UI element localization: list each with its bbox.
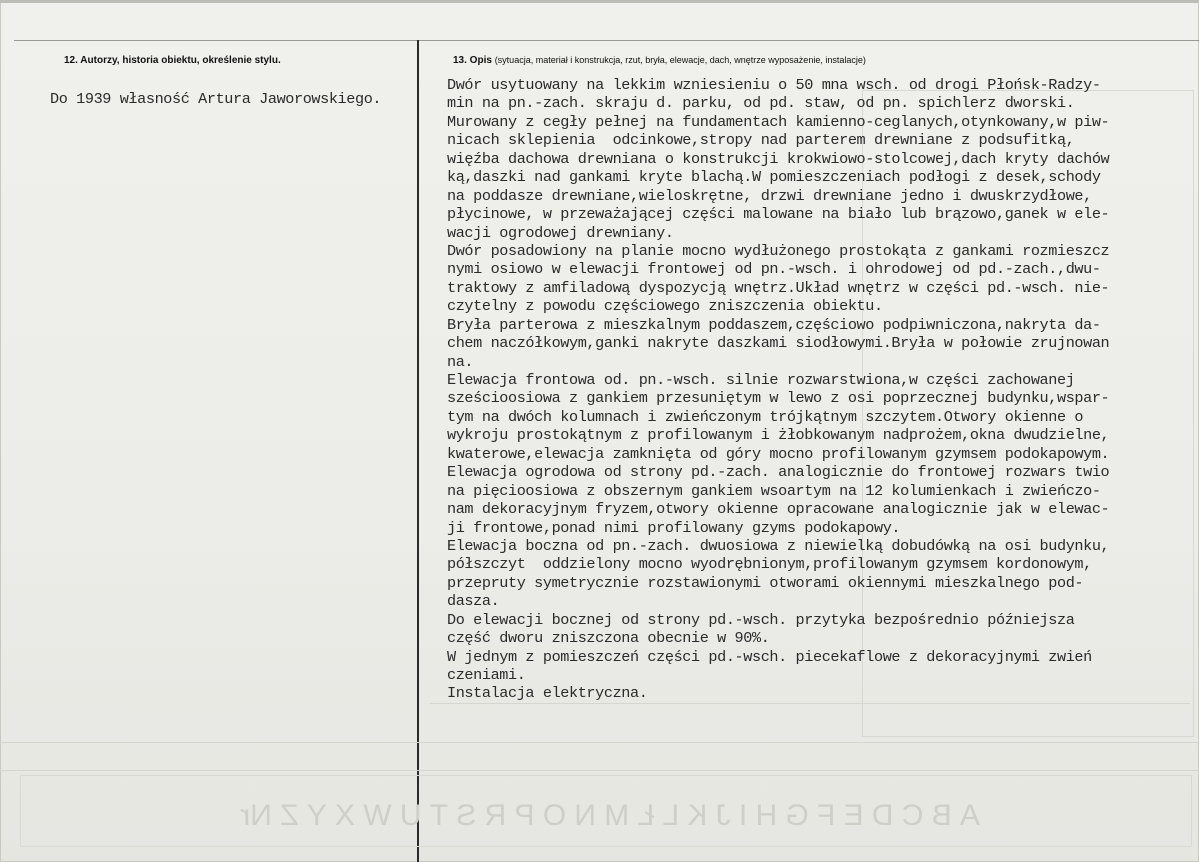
- ghost-alphabet-strip: [240, 798, 980, 834]
- ghost-rule: [0, 742, 1199, 743]
- description-line: W jednym z pomieszczeń części pd.-wsch. piecekaflowe z dekoracyjnymi zwień: [447, 647, 1092, 666]
- description-line: Instalacja elektryczna.: [447, 684, 648, 703]
- description-line: nicach sklepienia odcinkowe,stropy nad parterem drewniane z podsufitką,: [447, 131, 1075, 150]
- ghost-letter: R: [484, 799, 507, 832]
- description-line: Elewacja boczna od pn.-zach. dwuosiowa z niewielką dobudówką na osi budynku,: [447, 536, 1110, 555]
- description-line: ji frontowe,ponad nimi profilowany gzyms podokapowy.: [447, 518, 901, 537]
- description-line: płycinowe, w przeważającej części malowane na biało lub brązowo,ganek w ele-: [447, 205, 1110, 224]
- ghost-letter: S: [456, 799, 477, 832]
- ghost-letter: M: [604, 799, 630, 832]
- ghost-letter: Z: [280, 799, 299, 832]
- description-line: traktowy z amfiladową dyspozycją wnętrz.Układ wnętrz w części pd.-wsch. nie-: [447, 278, 1110, 297]
- description-line: ką,daszki nad gankami kryte blachą.W pomieszczeniach podłogi z desek,schody: [447, 168, 1101, 187]
- section-13-header: 13. Opis (sytuacja, materiał i konstrukcja, rzut, bryła, elewacje, dach, wnętrze wyposażenie, instalacje): [453, 55, 866, 66]
- ghost-letter: A: [959, 799, 980, 832]
- description-line: więźba dachowa drewniana o konstrukcji krokwiowo-stolcowej,dach kryty dachów: [447, 149, 1110, 168]
- ghost-letter: K: [687, 799, 708, 832]
- ghost-letter: E: [843, 799, 864, 832]
- ghost-letter: F: [817, 799, 836, 832]
- description-line: tym na dwóch kolumnach i zwieńczonym trójkątnym szczytem.Otwory okienne o: [447, 407, 1084, 426]
- ghost-letter: G: [785, 799, 809, 832]
- description-line: Bryła parterowa z mieszkalnym poddaszem,częściowo podpiwniczona,nakryta da-: [447, 315, 1101, 334]
- description-line: dasza.: [447, 592, 500, 611]
- ghost-letter: W: [363, 799, 392, 832]
- ghost-letter: C: [901, 799, 924, 832]
- description-line: czytelny z powodu częściowego zniszczenia obiektu.: [447, 297, 883, 316]
- description-line: Do elewacji bocznej od strony pd.-wsch. przytyka bezpośrednio późniejsza: [447, 610, 1075, 629]
- ghost-letter: Nr: [240, 799, 272, 832]
- ghost-letter: Y: [306, 799, 327, 832]
- description-text: [447, 76, 1109, 703]
- header-rule: [14, 40, 1199, 41]
- description-line: Dwór posadowiony na planie mocno wydłużonego prostokąta z gankami rozmieszcz: [447, 241, 1110, 260]
- ghost-letter: N: [574, 799, 597, 832]
- section-12-header: 12. Autorzy, historia obiektu, określenie stylu.: [64, 55, 281, 66]
- column-divider: [417, 40, 419, 862]
- ghost-letter: P: [514, 799, 535, 832]
- description-line: kwaterowe,elewacja zamknięta od góry mocno profilowanym gzymsem podokapowym.: [447, 444, 1110, 463]
- description-line: na poddasze drewniane,wieloskrętne, drzwi drewniane jedno i dwuskrzydłowe,: [447, 186, 1092, 205]
- description-line: Elewacja ogrodowa od strony pd.-zach. analogicznie do frontowej rozwars twio: [447, 463, 1110, 482]
- description-line: wykroju prostokątnym z profilowanym i żłobkowanym nadprożem,okna dwudzielne,: [447, 426, 1110, 445]
- description-line: wacji ogrodowej drewniany.: [447, 223, 674, 242]
- history-text: Do 1939 własność Artura Jaworowskiego.: [50, 90, 382, 108]
- description-line: sześcioosiowa z gankiem przesuniętym w lewo z osi poprzecznej budynku,wspar-: [447, 389, 1110, 408]
- description-line: chem naczółkowym,ganki nakryte daszkami siodłowymi.Bryła w połowie zrujnowan: [447, 334, 1110, 353]
- description-line: na pięcioosiowa z obszernym gankiem wsoartym na 12 kolumienkach i zwieńczo-: [447, 481, 1101, 500]
- description-line: część dworu zniszczona obecnie w 90%.: [447, 629, 770, 648]
- description-line: przepruty symetrycznie rozstawionymi otworami okiennymi mieszkalnego pod-: [447, 573, 1084, 592]
- description-line: Murowany z cegły pełnej na fundamentach kamienno-ceglanych,otynkowany,w piw-: [447, 112, 1110, 131]
- description-line: na.: [447, 352, 474, 371]
- description-line: Elewacja frontowa od. pn.-wsch. silnie rozwarstwiona,w części zachowanej: [447, 371, 1075, 389]
- ghost-letter: X: [334, 799, 355, 832]
- ghost-rule: [0, 770, 1199, 771]
- ghost-letter: H: [755, 799, 778, 832]
- description-line: nam dekoracyjnym fryzem,otwory okienne opracowane analogicznie jak w elewac-: [447, 500, 1110, 519]
- ghost-letter: Ł: [637, 799, 655, 832]
- ghost-letter: U: [399, 799, 422, 832]
- ghost-letter: T: [429, 799, 449, 832]
- description-line: Dwór usytuowany na lekkim wzniesieniu o 50 mna wsch. od drogi Płońsk-Radzy-: [447, 76, 1101, 94]
- description-line: półszczyt oddzielony mocno wyodrębnionym,profilowanym gzymsem kordonowym,: [447, 555, 1092, 574]
- description-line: czeniami.: [447, 666, 526, 684]
- description-line: min na pn.-zach. skraju d. parku, od pd. staw, od pn. spichlerz dworski.: [447, 94, 1075, 113]
- description-line: nymi osiowo w elewacji frontowej od pn.-wsch. i ohrodowej od pd.-zach.,dwu-: [447, 260, 1101, 279]
- ghost-letter: L: [662, 799, 680, 832]
- top-edge: [0, 0, 1199, 3]
- ghost-letter: O: [542, 799, 567, 832]
- ghost-letter: J: [715, 799, 731, 832]
- ghost-letter: I: [738, 799, 748, 832]
- ghost-letter: D: [871, 799, 894, 832]
- ghost-letter: B: [931, 799, 952, 832]
